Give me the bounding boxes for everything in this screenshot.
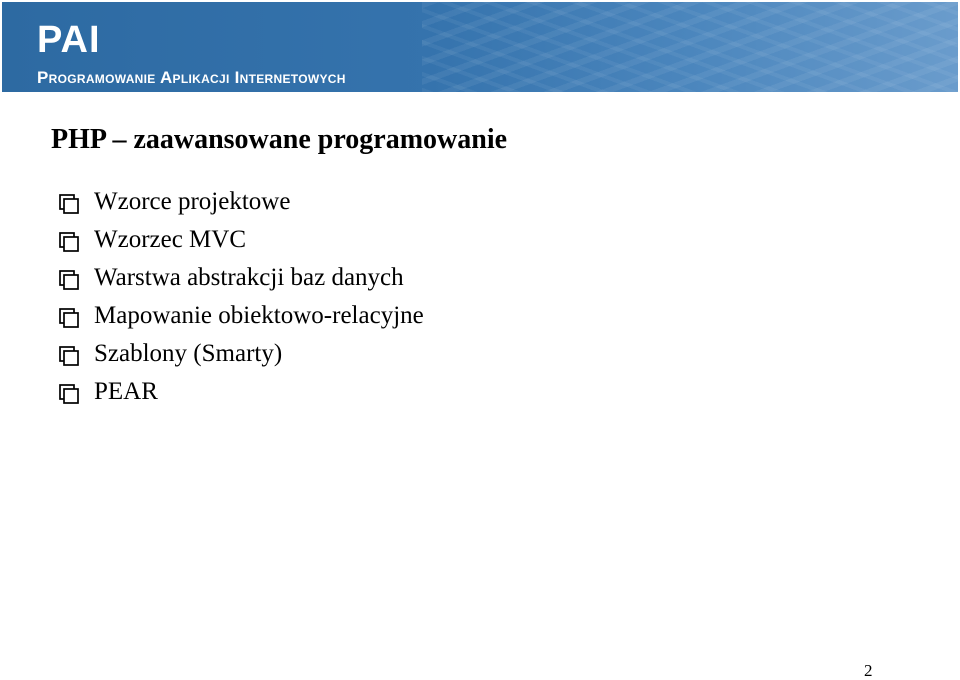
bullet-item (58, 335, 424, 373)
bullet-list (58, 183, 424, 411)
bullet-text: PEAR (94, 378, 158, 405)
bullet-item (58, 373, 424, 411)
page-number: 2 (864, 661, 873, 680)
checkbox-icon (58, 301, 80, 331)
bullet-text: Mapowanie obiektowo-relacyjne (94, 302, 424, 329)
bullet-item (58, 183, 424, 221)
bullet-item (58, 221, 424, 259)
bullet-text: Wzorzec MVC (94, 226, 247, 253)
header-banner (2, 2, 958, 92)
course-title: PAI (37, 19, 101, 61)
checkbox-icon (58, 339, 80, 369)
bullet-item (58, 297, 424, 335)
checkbox-icon (58, 187, 80, 217)
slide-title: PHP – zaawansowane programowanie (51, 124, 508, 155)
checkbox-icon (58, 263, 80, 293)
bullet-text: Wzorce projektowe (94, 188, 291, 215)
bullet-text: Warstwa abstrakcji baz danych (94, 264, 404, 291)
bullet-item (58, 259, 424, 297)
bullet-text: Szablony (Smarty) (94, 340, 283, 367)
checkbox-icon (58, 225, 80, 255)
course-subtitle: Programowanie Aplikacji Internetowych (37, 68, 346, 87)
checkbox-icon (58, 377, 80, 407)
